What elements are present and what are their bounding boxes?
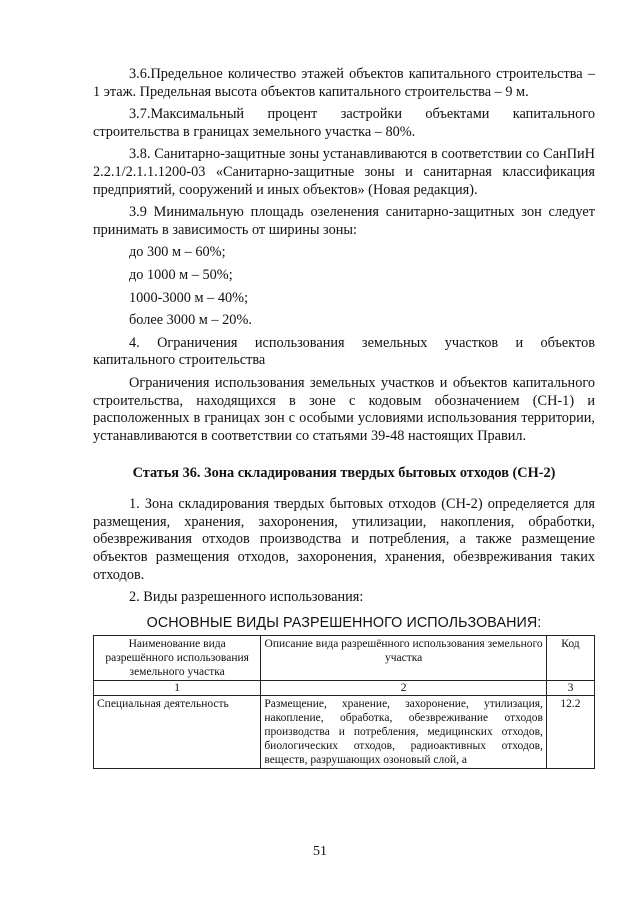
paragraph: 3.6.Предельное количество этажей объектов капитального строительства – 1 этаж. Предельная высота объектов капитального строительства – 9 м. [93, 66, 595, 100]
paragraph: 4. Ограничения использования земельных участков и объектов капитального строительства [93, 334, 595, 369]
paragraph: 3.9 Минимальную площадь озеленения санитарно-защитных зон следует принимать в зависимость от ширины зоны: [93, 204, 595, 238]
column-number: 3 [546, 680, 594, 695]
header-description: Описание вида разрешённого использования земельного участка [261, 635, 547, 680]
table-header-row [94, 635, 595, 680]
table-row [94, 695, 595, 768]
column-number: 1 [94, 680, 261, 695]
permitted-use-table [93, 635, 595, 769]
paragraph: 3.7.Максимальный процент застройки объектами капитального строительства в границах земельного участка – 80%. [93, 106, 595, 140]
table-caption: ОСНОВНЫЕ ВИДЫ РАЗРЕШЕННОГО ИСПОЛЬЗОВАНИЯ: [146, 614, 542, 631]
page-number: 51 [313, 844, 327, 859]
list-item: до 1000 м – 50%; [129, 266, 233, 283]
list-item: до 300 м – 60%; [129, 244, 226, 261]
use-code-cell: 12.2 [546, 695, 594, 768]
header-name: Наименование вида разрешённого использования земельного участка [94, 635, 261, 680]
use-description-cell: Размещение, хранение, захоронение, утилизация, накопление, обработка, обезвреживание отходов производства и потребления, медицинских отходов, биологических отходов, радиоактивных отходов, веществ, разрушающих озоновый слой, а [261, 695, 547, 768]
use-name-cell: Специальная деятельность [94, 695, 261, 768]
header-code: Код [546, 635, 594, 680]
article-heading: Статья 36. Зона складирования твердых бытовых отходов (СН-2) [132, 465, 556, 482]
column-number: 2 [261, 680, 547, 695]
list-item: 1000-3000 м – 40%; [129, 289, 249, 306]
paragraph: 2. Виды разрешенного использования: [129, 589, 364, 606]
table-number-row [94, 680, 595, 695]
document-page [93, 66, 595, 769]
paragraph: 3.8. Санитарно-защитные зоны устанавливаются в соответствии со СанПиН 2.2.1/2.1.1.1200-03 «Санитарно-защитные зоны и санитарная классификация предприятий, сооружений и иных объектов» (Новая редакция). [93, 146, 595, 198]
list-item: более 3000 м – 20%. [129, 312, 252, 329]
paragraphs-top [93, 66, 595, 445]
paragraph: 1. Зона складирования твердых бытовых отходов (СН-2) определяется для размещения, хранения, захоронения, утилизации, накопления, обработки, обезвреживания отходов производства и потребления, а также размещение объектов размещения отходов, захоронения, хранения, обезвреживания таких отходов. [93, 496, 595, 583]
paragraph: Ограничения использования земельных участков и объектов капитального строительства, находящихся в зоне с кодовым обозначением (СН-1) и расположенных в границах зон с особыми условиями использования территории, устанавливаются в соответствии со статьями 39-48 настоящих Правил. [93, 374, 595, 444]
